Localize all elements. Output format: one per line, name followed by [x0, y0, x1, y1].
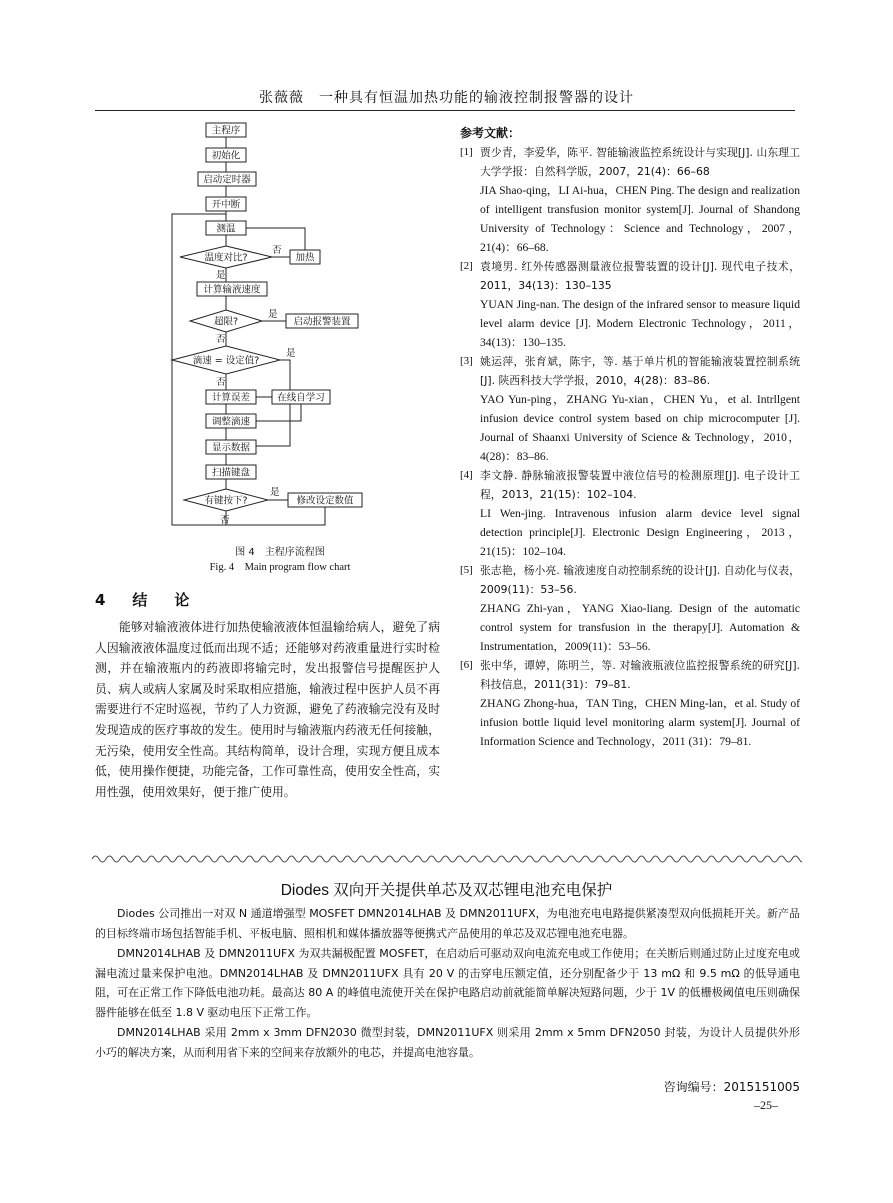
reference-number: [3]: [460, 355, 473, 367]
wavy-divider: [92, 853, 802, 865]
text-temp-compare: 温度对比?: [204, 252, 248, 264]
text-modify-value: 修改设定数值: [296, 495, 354, 507]
reference-item: [460, 656, 800, 751]
reference-en: YAO Yun-ping，ZHANG Yu-xian，CHEN Yu，et al. Intrllgent infusion device control system based on chip microcomputer [J]. Journal of Shaanxi University of Science & Technology，2010，4(28)：83–86.: [480, 393, 800, 463]
reference-number: [2]: [460, 260, 473, 272]
figure-caption-cn: 图 4 主程序流程图: [235, 547, 325, 558]
section-title: 4 结 论: [95, 591, 196, 609]
references-list: [460, 143, 800, 751]
label-yes-1: 是: [216, 270, 226, 281]
reference-cn: 袁境男. 红外传感器测量液位报警装置的设计[J]. 现代电子技术，2011，34(13)：130–135: [480, 260, 800, 292]
news-body: [95, 904, 800, 1063]
text-display-data: 显示数据: [211, 442, 251, 454]
label-yes-4: 是: [270, 487, 280, 498]
text-drip-equal: 滴速 = 设定值?: [192, 355, 260, 367]
news-paragraph: Diodes 公司推出一对双 N 通道增强型 MOSFET DMN2014LHAB 及 DMN2011UFX，为电池充电电路提供紧凑型双向低损耗开关。新产品的目标终端市场包括智能手机、平板电脑、照相机和媒体播放器等便携式产品使用的单芯及双芯锂电池充电器。: [95, 907, 800, 940]
reference-item: [460, 257, 800, 352]
reference-item: [460, 561, 800, 656]
text-calc-error: 计算误差: [211, 392, 251, 404]
main-program-flowchart: [160, 120, 390, 532]
news-paragraph: DMN2014LHAB 及 DMN2011UFX 为双共漏极配置 MOSFET，在启动后可驱动双向电流充电或工作使用；在关断后则通过防止过度充电或漏电流过量来保护电池。DMN2014LHAB 及 DMN2011UFX 具有 20 V 的击穿电压额定值，还分别配备少于 13 mΩ 和 9.5 mΩ 的低导通电阻，可在正常工作下降低电池功耗。最高达 80 A 的峰值电流使开关在保护电路启动前就能简单解决短路问题，少于 1V 的低栅极阈值电压则确保器件能够在低至 1.8 V 驱动电压下正常工作。: [95, 947, 800, 1019]
figure-caption-en: Fig. 4 Main program flow chart: [209, 562, 351, 573]
reference-en: ZHANG Zhong-hua，TAN Ting，CHEN Ming-lan，et al. Study of infusion bottle liquid level monitoring alarm system[J]. Journal of Information Science and Technology，2011 (31)：79–81.: [480, 697, 800, 748]
text-heat: 加热: [295, 252, 315, 264]
reference-en: JIA Shao-qing，LI Ai-hua，CHEN Ping. The design and realization of intelligent transfusion monitor system[J]. Journal of Shandong University of Technology：Science and Technology，2007，21(4)：66–68.: [480, 184, 800, 254]
label-no-4: 否: [220, 515, 230, 526]
conclusion-paragraph: 能够对输液液体进行加热使输液液体恒温输给病人，避免了病人因输液液体温度过低而出现不适；还能够对药液重量进行实时检测，并在输液瓶内的药液即将输完时，发出报警信号提醒医护人员、病人或病人家属及时采取相应措施，输液过程中医护人员不再需要进行不定时巡视，节约了人力资源，避免了药液输完没有及时发现造成的医疗事故的发生。使用时与输液瓶内药液无任何接触，无污染，使用安全性高。其结构简单，设计合理，实现方便且成本低，使用操作便捷，功能完备，工作可靠性高，使用安全性高，实用性强，使用效果好，便于推广使用。: [95, 620, 440, 799]
text-scan-keys: 扫描键盘: [211, 467, 251, 479]
references-title: 参考文献：: [460, 126, 521, 140]
text-start-timer: 启动定时器: [203, 174, 251, 186]
reference-en: LI Wen-jing. Intravenous infusion alarm device level signal detection principle[J]. Electronic Design Engineering，2013，21(15)：102–104.: [480, 507, 800, 558]
reference-cn: 张志艳，杨小亮. 输液速度自动控制系统的设计[J]. 自动化与仪表，2009(11)：53–56.: [480, 564, 800, 596]
reference-cn: 李文静. 静脉输液报警装置中液位信号的检测原理[J]. 电子设计工程，2013，21(15)：102–104.: [480, 469, 800, 501]
reference-cn: 姚运萍，张育斌，陈宇，等. 基于单片机的智能输液装置控制系统[J]. 陕西科技大学学报，2010，4(28)：83–86.: [480, 355, 800, 387]
text-measure-temp: 测温: [216, 223, 236, 235]
label-yes-2: 是: [268, 309, 278, 320]
text-enable-interrupt: 开中断: [211, 199, 241, 211]
news-title: Diodes 双向开关提供单芯及双芯锂电池充电保护: [280, 882, 613, 899]
text-online-learning: 在线自学习: [277, 392, 325, 404]
reference-en: ZHANG Zhi-yan，YANG Xiao-liang. Design of the automatic control system for transfusion in the therapy[J]. Automation & Instrumentation，2009(11)：53–56.: [480, 602, 800, 653]
text-adjust-drip: 调整滴速: [211, 416, 251, 428]
reference-number: [5]: [460, 564, 473, 576]
label-no-3: 否: [216, 377, 226, 388]
reference-item: [460, 143, 800, 257]
reference-en: YUAN Jing-nan. The design of the infrared sensor to measure liquid level alarm device [J]. Modern Electronic Technology，2011，34(13)：130–135.: [480, 298, 800, 349]
reference-number: [4]: [460, 469, 473, 481]
header-rule: [95, 110, 795, 111]
reference-cn: 张中华，谭婷，陈明兰，等. 对输液瓶液位监控报警系统的研究[J]. 科技信息，2011(31)：79–81.: [480, 659, 800, 691]
label-no-2: 否: [216, 334, 226, 345]
reference-item: [460, 352, 800, 466]
text-over-limit: 超限?: [213, 316, 239, 328]
page-number: –25–: [754, 1098, 778, 1112]
text-main-program: 主程序: [211, 125, 241, 137]
label-yes-3: 是: [286, 348, 296, 359]
text-calc-speed: 计算输液速度: [203, 284, 261, 296]
reference-item: [460, 466, 800, 561]
running-header: 张薇薇 一种具有恒温加热功能的输液控制报警器的设计: [259, 90, 634, 106]
reference-number: [6]: [460, 659, 473, 671]
reference-cn: 贾少青，李爱华，陈平. 智能输液监控系统设计与实现[J]. 山东理工大学学报：自然科学版，2007，21(4)：66–68: [480, 146, 800, 178]
consult-number: 咨询编号：2015151005: [663, 1080, 800, 1094]
text-init: 初始化: [211, 150, 241, 162]
news-paragraph: DMN2014LHAB 采用 2mm x 3mm DFN2030 微型封装，DMN2011UFX 则采用 2mm x 5mm DFN2050 封装，为设计人员提供外形小巧的解决方案，从而利用省下来的空间来存放额外的电芯，并提高电池容量。: [95, 1026, 800, 1059]
reference-number: [1]: [460, 146, 473, 158]
text-start-alarm: 启动报警装置: [293, 316, 351, 328]
label-no-1: 否: [272, 245, 282, 256]
text-key-pressed: 有键按下?: [204, 495, 248, 507]
